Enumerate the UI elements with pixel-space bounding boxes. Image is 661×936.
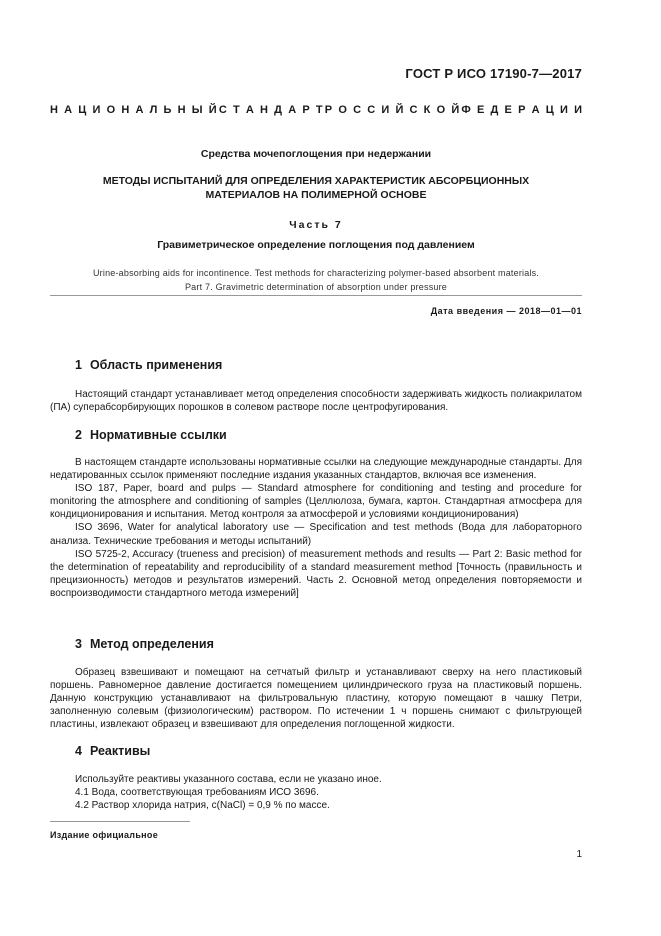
banner-letter: Т [315,104,323,116]
section-number: 3 [75,637,82,651]
list-item: 4.2 Раствор хлорида натрия, c(NaCl) = 0,9 % по массе. [75,800,330,812]
section-title: Метод определения [89,637,214,651]
banner-letter: С [409,104,418,116]
banner-letter: О [338,104,347,116]
banner-letter: Р [324,104,333,116]
section-heading [75,358,222,372]
english-title-line: Urine-absorbing aids for incontinence. Test methods for characterizing polymer-based absorbent materials. [92,268,540,278]
paragraph: Используйте реактивы указанного состава, если не указано иное. [75,774,382,785]
section-heading [75,637,214,651]
part-title: Гравиметрическое определение поглощения под давлением [157,239,475,251]
reference-item: ISO 5725-2, Accuracy (trueness and precision) of measurement methods and results — Part 2: Basic method for the determination of repeatability and reproducibility of a standard measurement method [Точность (правильность и прецизионность) методов и результатов измерений. Часть 2. Основной метод определения повторяемости и воспроизводимости стандартного метода измерений] [50,548,582,599]
section-number: 1 [75,358,82,372]
banner-letter: Й [395,104,404,116]
banner-letter: Н [121,104,130,116]
banner-letter: А [531,104,540,116]
banner-letter: Ь [163,104,172,116]
banner-letter: А [245,104,254,116]
banner-letter: Е [476,104,485,116]
english-title [50,266,582,294]
section-body [50,666,582,731]
introduction-date: Дата введения — 2018—01—01 [430,306,582,316]
main-title-line: МЕТОДЫ ИСПЫТАНИЙ ДЛЯ ОПРЕДЕЛЕНИЯ ХАРАКТЕРИСТИК АБСОРБЦИОННЫХ [102,175,530,187]
banner-word [219,104,323,116]
banner-word [50,104,217,116]
banner-letter: Н [177,104,186,116]
section-heading [75,744,150,758]
banner-letter: Й [451,104,460,116]
section-title: Нормативные ссылки [89,428,227,442]
banner-letter: С [367,104,376,116]
banner-letter: О [106,104,116,116]
banner-letter: К [423,104,431,116]
main-title [50,174,582,202]
banner-letter: И [559,104,568,116]
section-number: 4 [75,744,82,758]
document-code: ГОСТ Р ИСО 17190-7—2017 [405,66,582,81]
banner-letter: Л [149,104,158,116]
banner-letter: Т [232,104,240,116]
banner-letter: Й [208,104,217,116]
banner-letter: И [574,104,582,116]
section-body [50,773,582,812]
banner-letter: Е [504,104,512,116]
banner-letter: О [436,104,446,116]
section-title: Область применения [89,358,223,372]
reference-item: ISO 187, Paper, board and pulps — Standard atmosphere for conditioning and testing and procedure for monitoring the atmosphere and conditioning of samples (Целлюлоза, бумага, картон. Стандартная атмосфера для кондиционирования и испытания. Метод контроля за атмосферой и условиями кондиционирования) [50,483,582,521]
banner-letter: С [218,104,227,116]
banner-letter: И [92,104,101,116]
main-title-line: МАТЕРИАЛОВ НА ПОЛИМЕРНОЙ ОСНОВЕ [205,189,427,201]
section-number: 2 [75,428,82,442]
banner-letter: Р [518,104,526,116]
banner-letter: Ц [545,104,554,116]
banner-letter: Ф [461,104,471,116]
banner-letter: Ы [191,104,203,116]
footer-divider [50,821,190,822]
paragraph: Настоящий стандарт устанавливает метод определения способности задерживать жидкость полиакрилатом (ПА) суперабсорбирующих порошков в солевом растворе после центрофугирования. [50,389,582,414]
reference-item: ISO 3696, Water for analytical laboratory use — Specification and test methods (Вода для лабораторного анализа. Технические требования и методы испытаний) [50,522,582,547]
section-title: Реактивы [89,744,151,758]
banner-letter: Ц [78,104,87,116]
section-body [50,388,582,414]
national-standard-banner [50,104,582,116]
banner-letter: А [64,104,73,116]
banner-letter: С [353,104,362,116]
banner-letter: Р [302,104,310,116]
banner-letter: И [381,104,390,116]
paragraph: В настоящем стандарте использованы нормативные ссылки на следующие международные стандарты. Для недатированных ссылок применяют последние издания указанных стандартов, включая все изменения. [50,457,582,482]
section-heading [75,428,227,442]
list-item: 4.1 Вода, соответствующая требованиям ИСО 3696. [75,787,319,799]
subject-title: Средства мочепоглощения при недержании [200,148,432,160]
paragraph: Образец взвешивают и помещают на сетчатый фильтр и устанавливают сверху на него пластиковый поршень. Равномерное давление достигается помещением цилиндрического груза на пластиковый поршень. Данную конструкцию устанавливают на фильтровальную пластину, которую помещают в чашку Петри, заполненную солевым (физиологическим) раствором. По истечении 1 ч поршень снимают с фильтрующей пластины, извлекают образец и взвешивают для определения поглощенной жидкости. [50,667,582,731]
part-label: Часть 7 [289,219,343,231]
banner-word [325,104,459,116]
banner-letter: Д [490,104,499,116]
banner-letter: А [288,104,297,116]
edition-label: Издание официальное [50,830,159,840]
section-body [50,456,582,600]
english-title-line: Part 7. Gravimetric determination of absorption under pressure [184,282,448,292]
banner-letter: А [135,104,144,116]
header-divider [50,295,582,296]
banner-letter: Д [274,104,283,116]
page-number: 1 [576,849,582,860]
banner-letter: Н [50,104,58,116]
banner-letter: Н [260,104,268,116]
banner-word [461,104,582,116]
